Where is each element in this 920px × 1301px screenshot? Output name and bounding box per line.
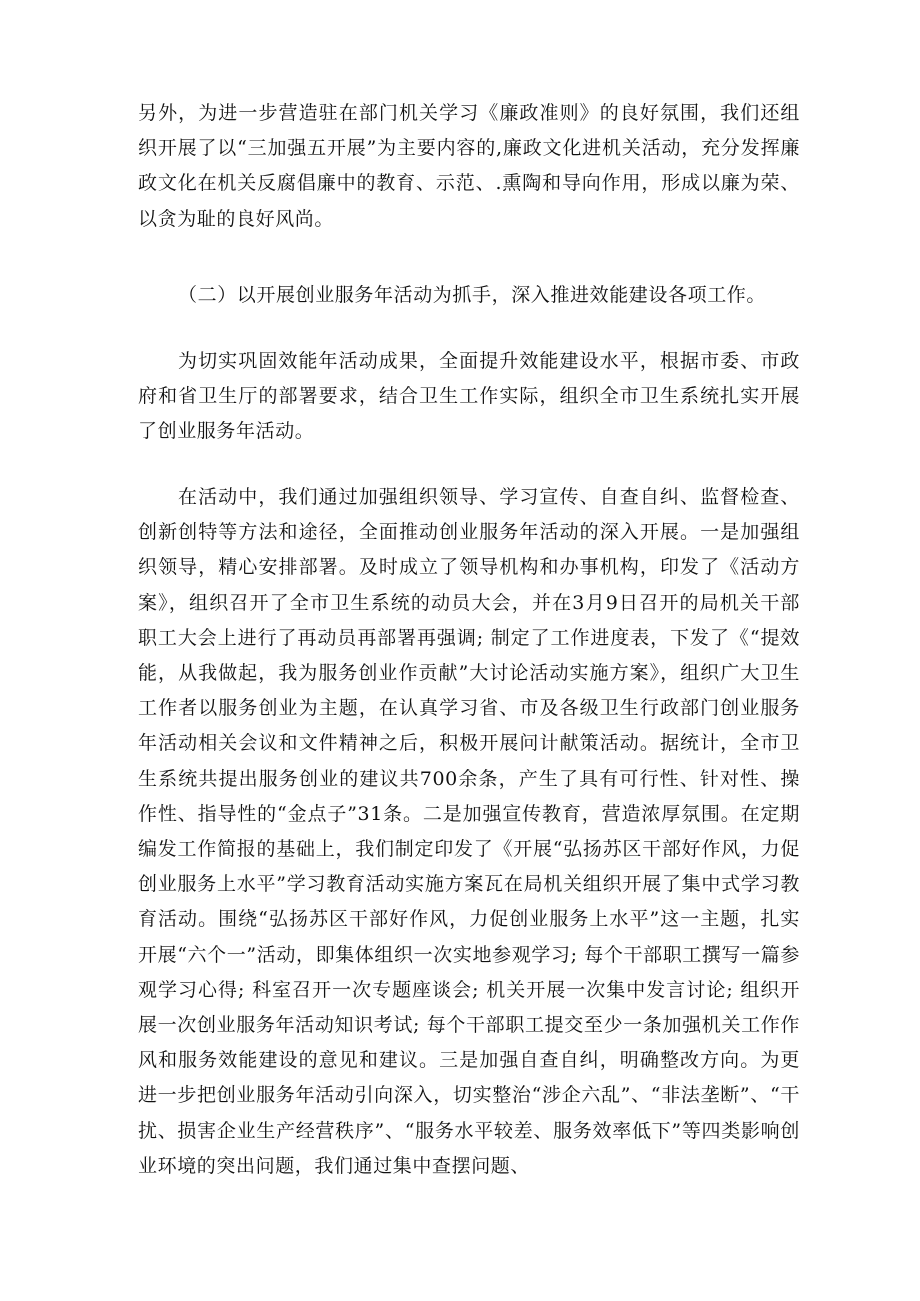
paragraph-integrity-culture: 另外，为进一步营造驻在部门机关学习《廉政准则》的良好氛围，我们还组织开展了以“三加强五开展”为主要内容的,廉政文化进机关活动，充分发挥廉政文化在机关反腐倡廉中的教育、示范、.熏陶和导向作用，形成以廉为荣、以贪为耻的良好风尚。 — [138, 102, 800, 230]
section-heading-entrepreneurship-service-year: （二）以开展创业服务年活动为抓手，深入推进效能建设各项工作。 — [178, 284, 767, 306]
paragraph-efficiency-consolidation: 为切实巩固效能年活动成果，全面提升效能建设水平，根据市委、市政府和省卫生厅的部署要求，结合卫生工作实际，组织全市卫生系统扎实开展了创业服务年活动。 — [138, 350, 800, 443]
paragraph-activity-details: 在活动中，我们通过加强组织领导、学习宣传、自查自纠、监督检查、创新创特等方法和途径，全面推动创业服务年活动的深入开展。一是加强组织领导，精心安排部署。及时成立了领导机构和办事机构，印发了《活动方案》，组织召开了全市卫生系统的动员大会，并在3月9日召开的局机关干部职工大会上进行了再动员再部署再强调; 制定了工作进度表，下发了《“提效能，从我做起，我为服务创业作贡献”大讨论活动实施方案》，组织广大卫生工作者以服务创业为主题，在认真学习省、市及各级卫生行政部门创业服务年活动相关会议和文件精神之后，积极开展问计献策活动。据统计，全市卫生系统共提出服务创业的建议共700余条，产生了具有可行性、针对性、操作性、指导性的“金点子”31条。二是加强宣传教育，营造浓厚氛围。在定期编发工作简报的基础上，我们制定印发了《开展“弘扬苏区干部好作风，力促创业服务上水平”学习教育活动实施方案瓦在局机关组织开展了集中式学习教育活动。围绕“弘扬苏区干部好作风，力促创业服务上水平”这一主题，扎实开展“六个一”活动，即集体组织一次实地参观学习; 每个干部职工撰写一篇参观学习心得; 科室召开一次专题座谈会; 机关开展一次集中发言讨论; 组织开展一次创业服务年活动知识考试; 每个干部职工提交至少一条加强机关工作作风和服务效能建设的意见和建议。三是加强自查自纠，明确整改方向。为更进一步把创业服务年活动引向深入，切实整治“涉企六乱”、“非法垄断”、“干扰、损害企业生产经营秩序”、“服务水平较差、服务效率低下”等四类影响创业环境的突出问题，我们通过集中查摆问题、 — [138, 486, 800, 1177]
